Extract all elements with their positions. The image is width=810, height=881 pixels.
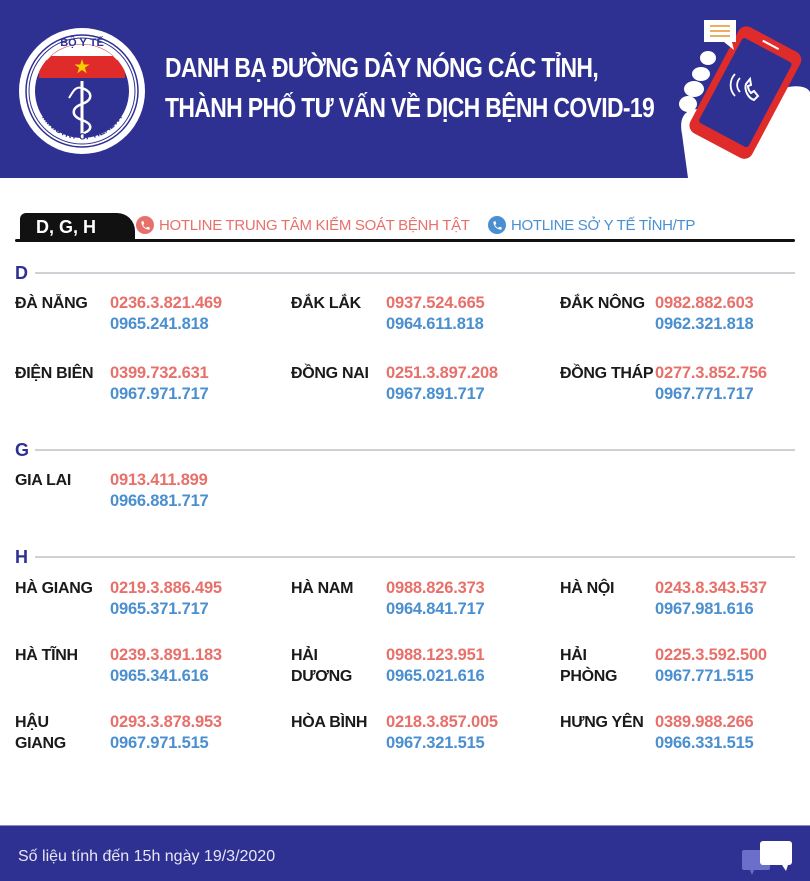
province-name: ĐỒNG THÁP [560,365,654,382]
title-line-1: DANH BẠ ĐƯỜNG DÂY NÓNG CÁC TỈNH, [165,52,599,83]
divider [35,272,795,274]
page-title [165,48,654,128]
title-line-2: THÀNH PHỐ TƯ VẤN VỀ DỊCH BỆNH COVID-19 [165,92,655,123]
tab-dgh[interactable]: D, G, H [20,213,135,242]
phone-icon [136,216,154,234]
province-name: ĐẮK LẮK [291,295,361,312]
cdc-hotline[interactable]: 0236.3.821.469 [110,294,222,312]
cdc-hotline[interactable]: 0988.826.373 [386,579,485,597]
section-header-d [15,263,795,283]
doh-hotline[interactable]: 0965.241.818 [110,315,209,333]
cdc-hotline[interactable]: 0239.3.891.183 [110,646,222,664]
list-item [560,645,810,689]
province-name: ĐẮK NÔNG [560,295,645,312]
section-letter: G [15,440,30,460]
doh-hotline[interactable]: 0962.321.818 [655,315,754,333]
cdc-hotline[interactable]: 0389.988.266 [655,713,754,731]
list-item [291,712,551,756]
footer-bar [0,825,810,881]
list-item [560,712,810,756]
doh-hotline[interactable]: 0967.971.515 [110,734,209,752]
cdc-hotline[interactable]: 0218.3.857.005 [386,713,498,731]
section-header-g [15,440,795,460]
list-item [291,578,551,622]
list-item [15,363,275,407]
doh-hotline[interactable]: 0966.331.515 [655,734,754,752]
cdc-hotline[interactable]: 0277.3.852.756 [655,364,767,382]
list-item [291,293,551,337]
doh-hotline[interactable]: 0967.771.515 [655,667,754,685]
cdc-hotline[interactable]: 0243.8.343.537 [655,579,767,597]
list-item [560,363,810,407]
phone-icon [488,216,506,234]
legend-cdc-label: HOTLINE TRUNG TÂM KIỂM SOÁT BỆNH TẬT [159,216,470,234]
doh-hotline[interactable]: 0965.021.616 [386,667,485,685]
doh-hotline[interactable]: 0966.881.717 [110,492,209,510]
cdc-hotline[interactable]: 0988.123.951 [386,646,485,664]
list-item [15,470,275,514]
svg-text:MINISTRY OF HEALTH: MINISTRY OF HEALTH [40,112,124,142]
province-name: HẢI PHÒNG [560,647,618,685]
list-item [291,645,551,689]
doh-hotline[interactable]: 0967.891.717 [386,385,485,403]
list-item [560,578,810,622]
province-name: ĐÀ NẴNG [15,295,88,312]
list-item [291,363,551,407]
data-timestamp-note: Số liệu tính đến 15h ngày 19/3/2020 [18,848,276,865]
list-item [560,293,810,337]
section-letter: H [15,547,28,567]
cdc-hotline[interactable]: 0937.524.665 [386,294,485,312]
legend-doh-hotline [488,216,695,234]
province-name: ĐIỆN BIÊN [15,365,94,382]
cdc-hotline[interactable]: 0399.732.631 [110,364,209,382]
doh-hotline[interactable]: 0964.841.717 [386,600,485,618]
doh-hotline[interactable]: 0967.981.616 [655,600,754,618]
province-name: HÒA BÌNH [291,714,368,731]
doh-hotline[interactable]: 0965.371.717 [110,600,209,618]
list-item [15,712,275,756]
svg-text:BỘ Y TẾ: BỘ Y TẾ [60,37,104,49]
province-name: GIA LAI [15,472,71,489]
province-name: HẢI DƯƠNG [291,647,352,685]
cdc-hotline[interactable]: 0982.882.603 [655,294,754,312]
divider [35,449,795,451]
divider [35,556,795,558]
cdc-hotline[interactable]: 0913.411.899 [110,471,208,489]
cdc-hotline[interactable]: 0251.3.897.208 [386,364,498,382]
doh-hotline[interactable]: 0967.771.717 [655,385,754,403]
doh-hotline[interactable]: 0964.611.818 [386,315,484,333]
province-name: HẬU GIANG [15,714,66,752]
cdc-hotline[interactable]: 0293.3.878.953 [110,713,222,731]
province-name: ĐỒNG NAI [291,365,369,382]
list-item [15,293,275,337]
doh-hotline[interactable]: 0967.321.515 [386,734,485,752]
province-name: HÀ NỘI [560,580,615,597]
hand-holding-phone-icon [668,14,810,178]
legend-cdc-hotline [136,216,470,234]
province-name: HÀ TĨNH [15,647,78,664]
province-name: HƯNG YÊN [560,714,644,731]
cdc-hotline[interactable]: 0219.3.886.495 [110,579,222,597]
legend-doh-label: HOTLINE SỞ Y TẾ TỈNH/TP [511,216,696,234]
list-item [15,645,275,689]
list-item [15,578,275,622]
doh-hotline[interactable]: 0965.341.616 [110,667,209,685]
ministry-of-health-emblem-icon [17,26,147,156]
tab-bar [15,208,795,242]
province-name: HÀ GIANG [15,580,93,597]
section-header-h [15,547,795,567]
section-letter: D [15,263,28,283]
chat-bubbles-icon[interactable] [742,838,798,878]
doh-hotline[interactable]: 0967.971.717 [110,385,209,403]
province-name: HÀ NAM [291,580,354,597]
cdc-hotline[interactable]: 0225.3.592.500 [655,646,767,664]
header-banner [0,0,810,178]
